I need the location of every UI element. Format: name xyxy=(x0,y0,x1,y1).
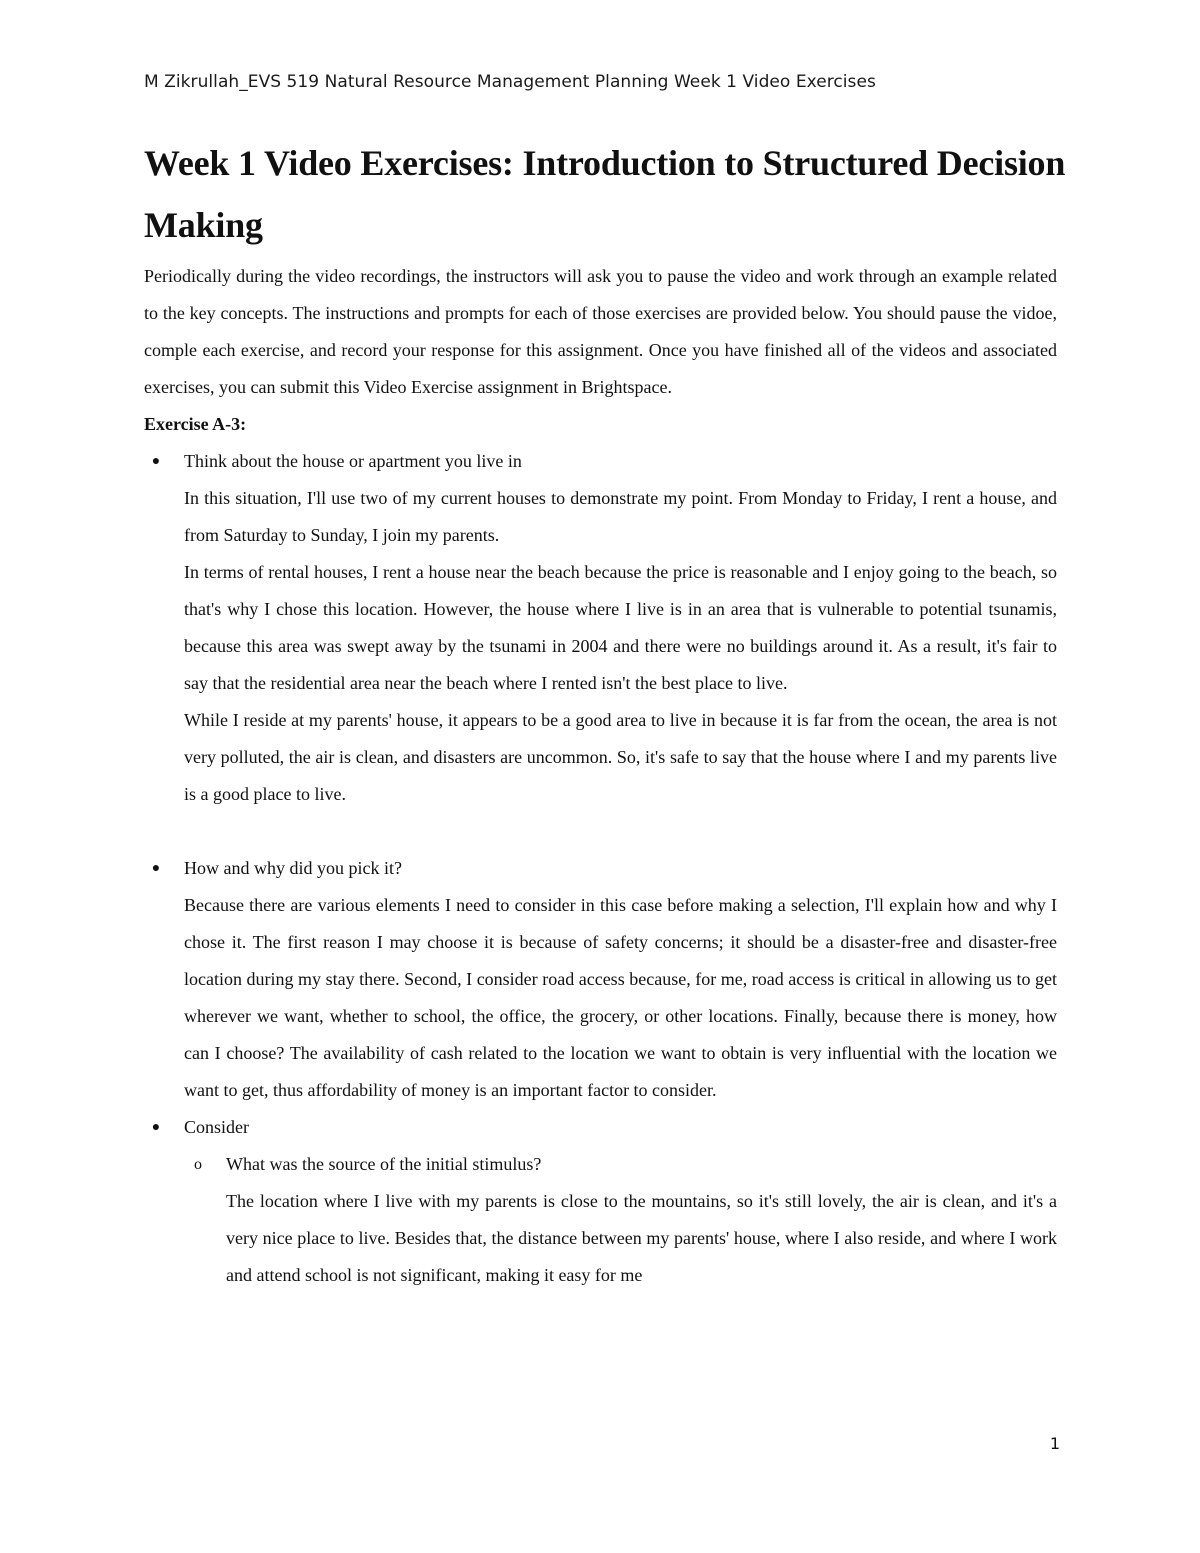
page-number: 1 xyxy=(1049,1434,1060,1453)
bullet-item-how-why xyxy=(144,850,1057,887)
sub-bullet-prompt: What was the source of the initial stimulus? xyxy=(226,1154,542,1174)
answer-paragraph: In terms of rental houses, I rent a house near the beach because the price is reasonable and I enjoy going to the beach, so that's why I chose this location. However, the house where I live is in an area that is vulnerable to potential tsunamis, because this area was swept away by the tsunami in 2004 and there were no buildings around it. As a result, it's fair to say that the residential area near the beach where I rented isn't the best place to live. xyxy=(184,562,1057,693)
bullet-item-house xyxy=(144,443,1057,480)
bullet-prompt: Think about the house or apartment you live in xyxy=(184,451,522,471)
bullet-prompt: Consider xyxy=(184,1117,249,1137)
bullet-item-consider xyxy=(144,1109,1057,1146)
bullet-prompt: How and why did you pick it? xyxy=(184,858,402,878)
answer-paragraph: While I reside at my parents' house, it appears to be a good area to live in because it is far from the ocean, the area is not very polluted, the air is clean, and disasters are uncommon. So, it's safe to say that the house where I and my parents live is a good place to live. xyxy=(184,710,1057,804)
document-title: Week 1 Video Exercises: Introduction to Structured Decision Making xyxy=(144,143,1066,245)
bullet-icon: ● xyxy=(151,1120,161,1135)
bullet-icon: ● xyxy=(151,861,161,876)
answer-paragraph: Because there are various elements I need to consider in this case before making a selection, I'll explain how and why I chose it. The first reason I may choose it is because of safety concerns; it should be a disaster-free and disaster-free location during my stay there. Second, I consider road access because, for me, road access is critical in allowing us to get wherever we want, whether to school, the office, the grocery, or other locations. Finally, because there is money, how can I choose? The availability of cash related to the location we want to obtain is very influential with the location we want to get, thus affordability of money is an important factor to consider. xyxy=(184,895,1057,1100)
exercise-heading: Exercise A-3: xyxy=(144,414,247,434)
document-body xyxy=(144,258,1057,1294)
intro-paragraph: Periodically during the video recordings, the instructors will ask you to pause the video and work through an example related to the key concepts. The instructions and prompts for each of those exercises are provided below. You should pause the vidoe, comple each exercise, and record your response for this assignment. Once you have finished all of the videos and associated exercises, you can submit this Video Exercise assignment in Brightspace. xyxy=(144,266,1057,397)
paragraph-spacer xyxy=(144,813,1057,850)
circle-bullet-icon: o xyxy=(194,1156,202,1173)
sub-bullet-item xyxy=(144,1146,1057,1183)
sub-answer-paragraph: The location where I live with my parents is close to the mountains, so it's still lovely, the air is clean, and it's a very nice place to live. Besides that, the distance between my parents' house, where I also reside, and where I work and attend school is not significant, making it easy for me xyxy=(226,1191,1057,1285)
running-header: M Zikrullah_EVS 519 Natural Resource Management Planning Week 1 Video Exercises xyxy=(144,72,876,92)
answer-paragraph: In this situation, I'll use two of my current houses to demonstrate my point. From Monday to Friday, I rent a house, and from Saturday to Sunday, I join my parents. xyxy=(184,488,1057,545)
bullet-icon: ● xyxy=(151,454,161,469)
